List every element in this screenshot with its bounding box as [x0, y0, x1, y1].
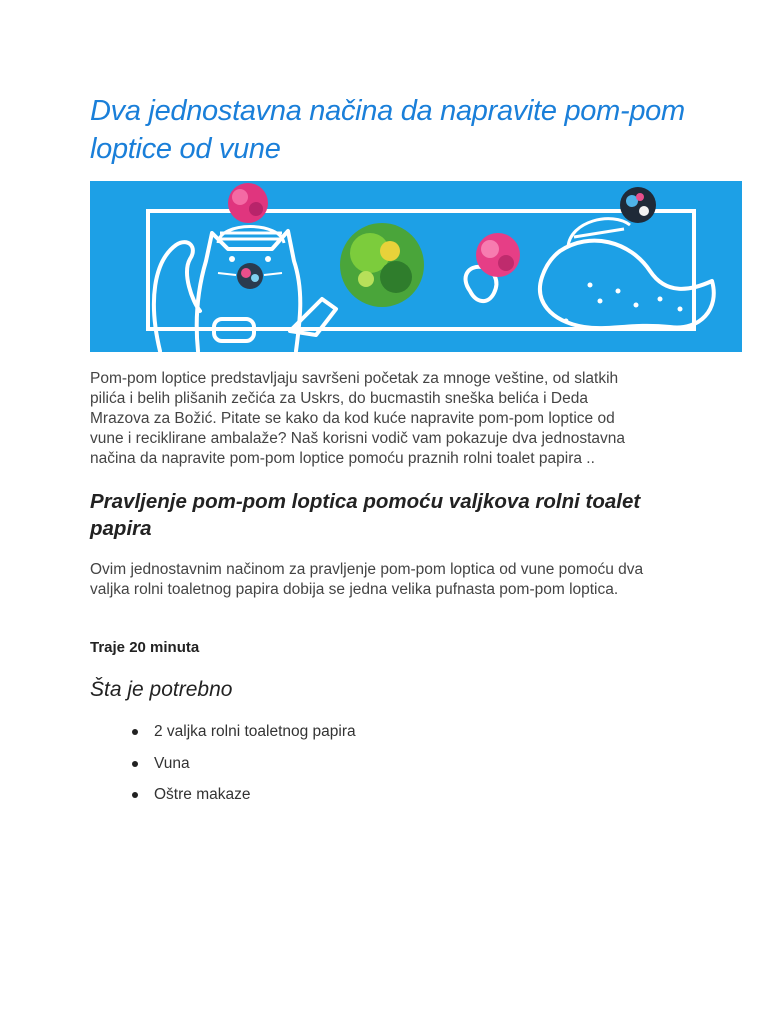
bullet-icon: [132, 729, 138, 735]
materials-list: [130, 722, 356, 817]
seal-pattern: [564, 283, 683, 324]
list-item-text: Vuna: [154, 754, 190, 772]
cat-face: [229, 256, 271, 262]
list-item: [130, 785, 356, 817]
cat-seal-pompom-illustration: [90, 181, 742, 352]
nose-pompom: [237, 263, 263, 289]
cat-outline: [154, 231, 336, 351]
bullet-icon: [132, 792, 138, 798]
article-title: Dva jednostavna načina da napravite pom-pom loptice od vune: [90, 95, 685, 165]
green-pompom: [340, 223, 424, 307]
bullet-icon: [132, 761, 138, 767]
section-description: Ovim jednostavnim načinom za pravljenje pom-pom loptica od vune pomoću dva valjka rolni toaletnog papira dobija se jedna velika pufnasta pom-pom loptica.: [90, 561, 644, 598]
list-item: [130, 754, 356, 786]
intro-paragraph: Pom-pom loptice predstavljaju savršeni početak za mnoge veštine, od slatkih pilića i belih plišanih zečića za Uskrs, do bucmastih sneška belića i Deda Mrazova za Božić. Pitate se kako da kod kuće napravite pom-pom loptice od vune i reciklirane ambalaže? Naš korisni vodič vam pokazuje dva jednostavna načina da napravite pom-pom loptice pomoću praznih rolni toalet papira ..: [90, 370, 626, 467]
banner-illustration: [90, 181, 742, 352]
list-item: [130, 722, 356, 754]
duration-text: Traje 20 minuta: [90, 639, 200, 656]
dark-pompom-seal: [620, 187, 656, 223]
cat-hat-outline: [218, 227, 284, 244]
list-item-text: 2 valjka rolni toaletnog papira: [154, 723, 356, 740]
needs-heading: Šta je potrebno: [90, 678, 233, 701]
section-heading: Pravljenje pom-pom loptica pomoću valjkova rolni toalet papira: [90, 490, 641, 540]
list-item-text: Oštre makaze: [154, 786, 251, 803]
pink-pompom-seal: [476, 233, 520, 277]
pink-pompom-cat: [228, 183, 268, 223]
